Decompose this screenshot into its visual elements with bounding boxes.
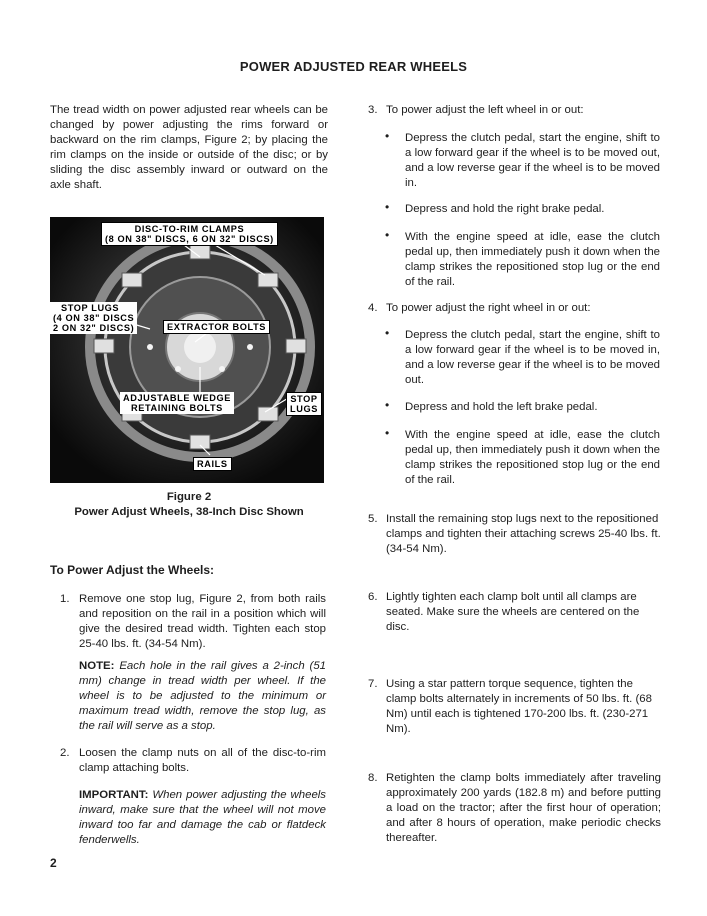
bullet-dot: • bbox=[385, 326, 390, 340]
label-rails: RAILS bbox=[193, 457, 232, 471]
wheel-photo-graphic bbox=[50, 217, 324, 483]
important-block bbox=[79, 788, 326, 848]
intro-text: The tread width on power adjusted rear wheels can be changed by power adjusting the rims forward or backward on the rim clamps, Figure 2; by placing the rim clamps on the inside or outside of the disc; or by sliding the disc assembly inward or outward on the axle shaft. bbox=[50, 104, 328, 191]
label-adjustable-wedge bbox=[120, 392, 234, 414]
step-4-bullet-2: Depress and hold the left brake pedal. bbox=[405, 401, 598, 413]
label-stop-right-line2: LUGS bbox=[290, 404, 318, 414]
step-5-number: 5. bbox=[368, 513, 378, 525]
step-3-bullet-1: Depress the clutch pedal, start the engine, shift to a low forward gear if the wheel is to be moved out, and a low reverse gear if the wheel is to be moved in. bbox=[405, 132, 660, 189]
label-wedge-line1: ADJUSTABLE WEDGE bbox=[123, 393, 231, 403]
page-number: 2 bbox=[50, 856, 57, 870]
figure-2-photo bbox=[50, 217, 324, 483]
page-title: POWER ADJUSTED REAR WHEELS bbox=[239, 59, 468, 74]
figure-caption-title: Power Adjust Wheels, 38-Inch Disc Shown bbox=[74, 506, 304, 518]
label-stop-lugs-line1: STOP LUGS bbox=[61, 303, 120, 313]
label-disc-to-rim-clamps bbox=[101, 222, 278, 246]
step-6-number: 6. bbox=[368, 591, 378, 603]
label-stop-lugs-line3: 2 ON 32" DISCS) bbox=[53, 323, 135, 333]
step-3-bullet-2: Depress and hold the right brake pedal. bbox=[405, 203, 605, 215]
step-4-bullet-1: Depress the clutch pedal, start the engine, shift to a low forward gear if the wheel is to be moved in, and a low reverse gear if the wheel is to be moved out. bbox=[405, 329, 660, 386]
important-label: IMPORTANT: bbox=[79, 789, 149, 801]
step-6-text: Lightly tighten each clamp bolt until all clamps are seated. Make sure the wheels are centered on the disc. bbox=[386, 591, 640, 633]
step-8-text: Retighten the clamp bolts immediately after traveling approximately 200 yards (182.8 m) and before putting a load on the tractor; after the first hour of operation; and after 8 hours of operation, make periodic checks thereafter. bbox=[386, 772, 661, 844]
note-label: NOTE: bbox=[79, 660, 115, 672]
figure-caption-number: Figure 2 bbox=[166, 491, 212, 503]
step-1-text: Remove one stop lug, Figure 2, from both rails and reposition on the rail in a position which will give the desired tread width. Tighten each stop 25-40 lbs. ft. (34-54 Nm). bbox=[79, 593, 326, 650]
step-4-text: To power adjust the right wheel in or out: bbox=[386, 302, 591, 314]
label-wedge-line2: RETAINING BOLTS bbox=[131, 403, 223, 413]
label-disc-to-rim-line1: DISC-TO-RIM CLAMPS bbox=[134, 224, 245, 234]
bullet-dot: • bbox=[385, 228, 390, 242]
section-subheading: To Power Adjust the Wheels: bbox=[50, 563, 215, 577]
label-stop-lugs-line2: (4 ON 38" DISCS bbox=[53, 313, 135, 323]
bullet-dot: • bbox=[385, 200, 390, 214]
step-4-bullet-3: With the engine speed at idle, ease the clutch pedal up, then immediately push it down when the clamp strikes the repositioned stop lug or the end of the rail. bbox=[405, 429, 660, 486]
step-4-number: 4. bbox=[368, 302, 378, 314]
step-7-number: 7. bbox=[368, 678, 378, 690]
step-1-number: 1. bbox=[60, 593, 70, 605]
step-2-number: 2. bbox=[60, 747, 70, 759]
label-stop-lugs-left bbox=[50, 302, 137, 334]
label-stop-lugs-right bbox=[286, 392, 322, 416]
intro-paragraph bbox=[50, 103, 328, 193]
label-extractor-bolts: EXTRACTOR BOLTS bbox=[163, 320, 270, 334]
note-block bbox=[79, 659, 326, 734]
important-text: When power adjusting the wheels inward, make sure that the wheel will not move inward too far and damage the cab or flatdeck fenderwells. bbox=[79, 789, 327, 846]
figure-caption bbox=[50, 490, 328, 520]
step-8-number: 8. bbox=[368, 772, 378, 784]
label-stop-right-line1: STOP bbox=[290, 394, 318, 404]
step-7-text: Using a star pattern torque sequence, tighten the clamp bolts alternately in increments of 50 lbs. ft. (68 Nm) until each is tightened 170-200 lbs. ft. (230-271 Nm). bbox=[386, 678, 652, 735]
step-2-text: Loosen the clamp nuts on all of the disc-to-rim clamp attaching bolts. bbox=[79, 747, 326, 774]
step-3-bullet-3: With the engine speed at idle, ease the clutch pedal up, then immediately push it down when the clamp strikes the repositioned stop lug or the end of the rail. bbox=[405, 231, 660, 288]
label-disc-to-rim-line2: (8 ON 38" DISCS, 6 ON 32" DISCS) bbox=[105, 234, 274, 244]
bullet-dot: • bbox=[385, 426, 390, 440]
step-3-number: 3. bbox=[368, 104, 378, 116]
note-text: Each hole in the rail gives a 2-inch (51 mm) change in tread width per wheel. If the wheel is to be adjusted to the minimum or maximum tread width, remove the stop lug, as the rail will serve as a stop. bbox=[79, 660, 327, 732]
bullet-dot: • bbox=[385, 129, 390, 143]
bullet-dot: • bbox=[385, 398, 390, 412]
step-5-text: Install the remaining stop lugs next to the repositioned clamps and tighten their attaching screws 25-40 lbs. ft. (34-54 Nm). bbox=[386, 513, 661, 555]
step-3-text: To power adjust the left wheel in or out: bbox=[386, 104, 584, 116]
